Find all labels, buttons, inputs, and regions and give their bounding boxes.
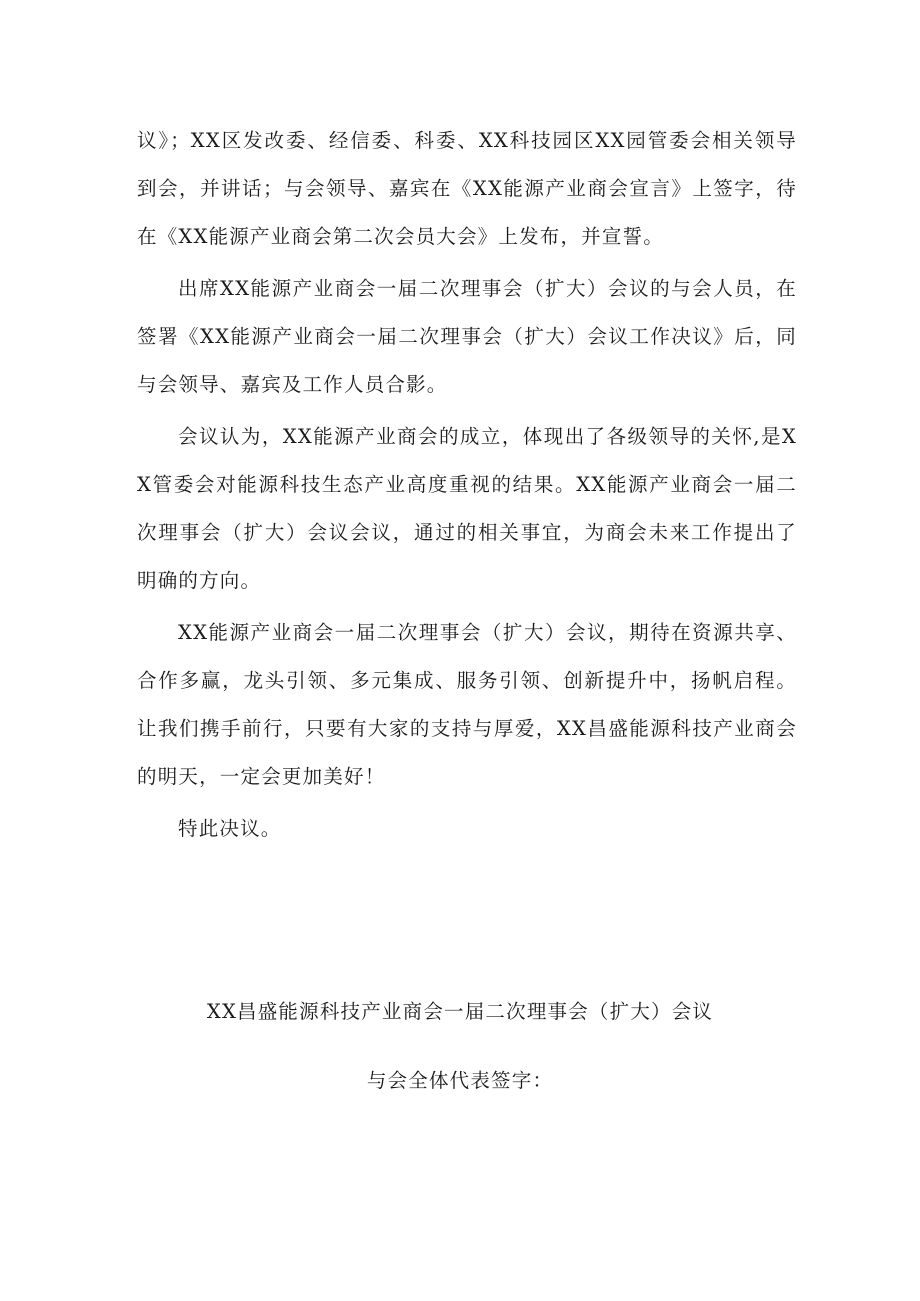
signature-title-text: XX昌盛能源科技产业商会一届二次理事会（扩大）会议 xyxy=(206,1000,714,1023)
signature-title xyxy=(0,988,920,1036)
paragraph-resolution-closing: 特此决议。 xyxy=(178,817,282,840)
document-body xyxy=(137,117,797,857)
paragraph-group-photo: 出席XX能源产业商会一届二次理事会（扩大）会议的与会人员，在签署《XX能源产业商会一届二次理事会（扩大）会议工作决议》后，同与会领导、嘉宾及工作人员合影。 xyxy=(137,277,797,396)
signature-subtitle xyxy=(0,1057,920,1105)
paragraph-outlook: XX能源产业商会一届二次理事会（扩大）会议，期待在资源共享、合作多赢，龙头引领、多元集成、服务引领、创新提升中，扬帆启程。让我们携手前行，只要有大家的支持与厚爱，XX昌盛能源科技产业商会的明天，一定会更加美好！ xyxy=(137,621,797,788)
paragraph-attendance-and-declaration: 议》；XX区发改委、经信委、科委、XX科技园区XX园管委会相关领导到会，并讲话；与会领导、嘉宾在《XX能源产业商会宣言》上签字，待在《XX能源产业商会第二次会员大会》上发布，并宣誓。 xyxy=(137,129,797,248)
signature-subtitle-text: 与会全体代表签字： xyxy=(366,1069,554,1092)
paragraph-meeting-conclusion: 会议认为，XX能源产业商会的成立，体现出了各级领导的关怀,是XX管委会对能源科技生态产业高度重视的结果。XX能源产业商会一届二次理事会（扩大）会议会议，通过的相关事宜，为商会未来工作提出了明确的方向。 xyxy=(137,425,797,592)
